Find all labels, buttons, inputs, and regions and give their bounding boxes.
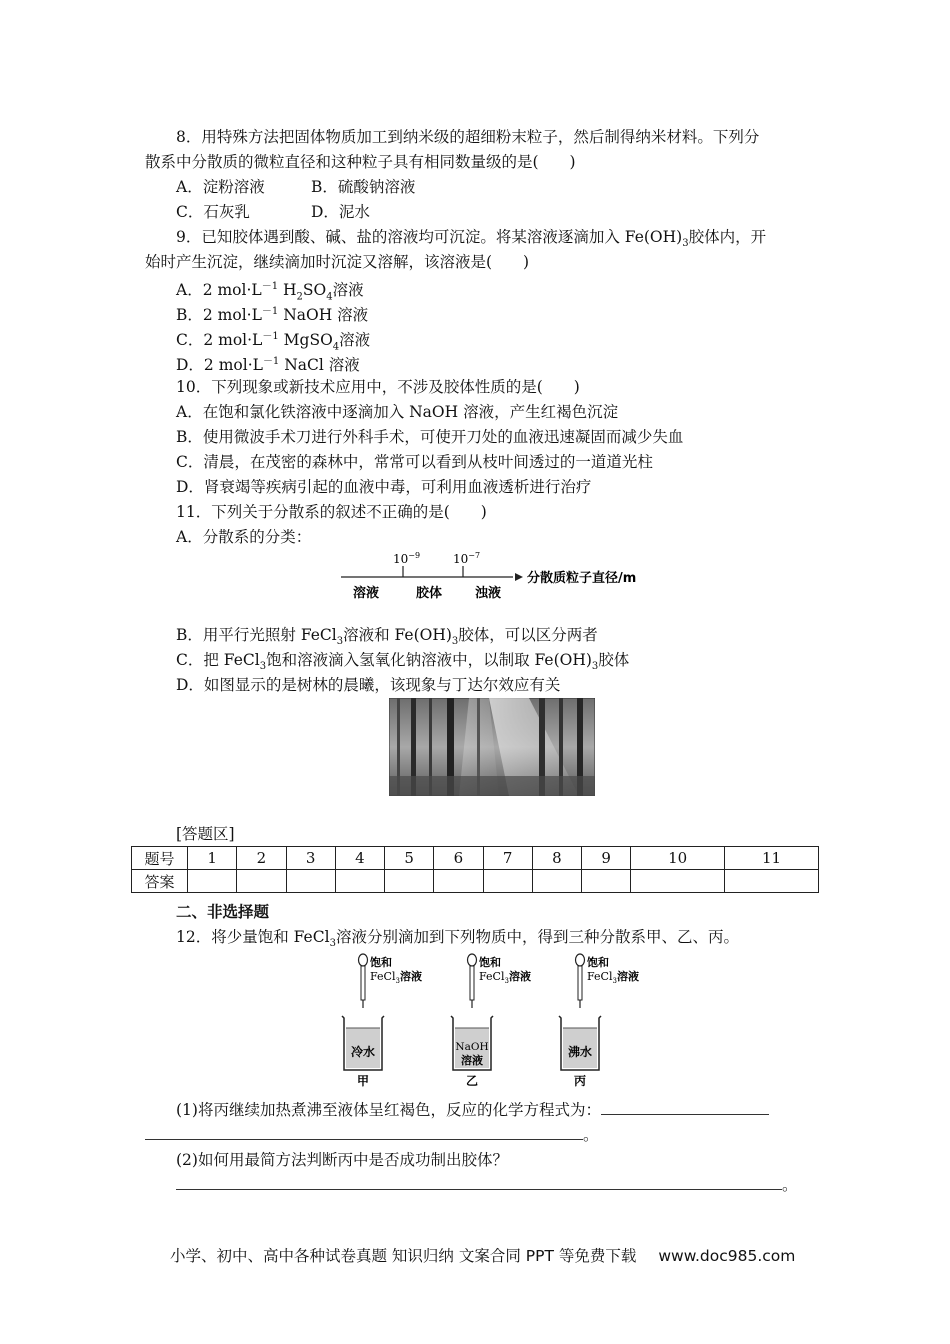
answer-cell[interactable]: [725, 870, 819, 893]
option-text: 胶体，可以区分两者: [458, 626, 598, 644]
answer-blank[interactable]: [176, 1175, 782, 1190]
q10-option-d: D．肾衰竭等疾病引起的血液中毒，可利用血液透析进行治疗: [176, 478, 592, 496]
option-text: B．2 mol·L: [176, 306, 262, 325]
subscript: 2: [296, 291, 303, 303]
subscript: 3: [591, 661, 599, 673]
zone-label-colloid: 胶体: [416, 586, 443, 601]
answer-cell[interactable]: [335, 870, 384, 893]
zone-label-solution: 溶液: [353, 586, 380, 601]
dispersion-classification-diagram: [335, 546, 655, 604]
option-text: B．用平行光照射 FeCl: [176, 626, 337, 644]
question-number: 5: [385, 847, 434, 870]
answer-cell[interactable]: [483, 870, 532, 893]
option-text: NaCl 溶液: [279, 356, 360, 375]
footer-text: 小学、初中、高中各种试卷真题 知识归纳 文案合同 PPT 等免费下载: [170, 1247, 637, 1265]
q11-stem: 11．下列关于分散系的叙述不正确的是( ): [176, 503, 487, 521]
page-footer: [170, 1244, 795, 1266]
beaker-name-label: 乙: [465, 1074, 479, 1088]
subscript: 3: [682, 238, 689, 250]
q11-option-d: D．如图显示的是树林的晨曦，该现象与丁达尔效应有关: [176, 676, 561, 694]
axis-arrow: [515, 573, 523, 581]
superscript: －1: [261, 306, 279, 317]
option-text: A．2 mol·L: [176, 281, 262, 300]
answer-cell[interactable]: [385, 870, 434, 893]
answer-area-label: [答题区]: [176, 825, 235, 843]
dropper-label: FeCl$_3$溶液: [479, 970, 531, 985]
question-number: 10: [631, 847, 725, 870]
axis-label: 分散质粒子直径/m: [527, 571, 637, 586]
superscript: －1: [261, 281, 279, 292]
beaker-3: [559, 1016, 601, 1088]
option-text: MgSO: [278, 331, 333, 350]
dropper-label: FeCl$_3$溶液: [587, 970, 639, 985]
q12-part2-answer-line: [176, 1174, 798, 1196]
q11-option-a: A．分散系的分类：: [176, 528, 312, 546]
dropper-label: 饱和: [370, 956, 392, 969]
answer-cell[interactable]: [434, 870, 483, 893]
beaker-content-label: 沸水: [567, 1045, 593, 1059]
section-title: 二、非选择题: [176, 902, 270, 921]
dropper-3: [576, 954, 639, 1008]
beaker-name-label: 甲: [356, 1074, 370, 1088]
q9-stem-line2: 始时产生沉淀，继续滴加时沉淀又溶解，该溶液是( ): [145, 253, 530, 271]
question-number: 9: [582, 847, 631, 870]
superscript: －1: [262, 331, 279, 342]
table-row: [132, 847, 819, 870]
q8-option-c: C．石灰乳: [176, 203, 250, 221]
question-number: 1: [188, 847, 237, 870]
q12-part1: [176, 1099, 769, 1121]
period: 。: [583, 1126, 599, 1144]
question-number: 3: [286, 847, 335, 870]
option-text: 溶液: [339, 331, 371, 350]
q12-part1-text: (1)将丙继续加热煮沸至液体呈红褐色，反应的化学方程式为：: [176, 1101, 601, 1119]
q10-option-b: B．使用微波手术刀进行外科手术，可使开刀处的血液迅速凝固而减少失血: [176, 428, 684, 446]
beaker-content-label: 溶液: [461, 1054, 483, 1067]
q8-option-b: B．硫酸钠溶液: [311, 178, 416, 196]
dropper-label: FeCl$_3$溶液: [370, 970, 422, 985]
zone-label-suspension: 浊液: [475, 586, 502, 601]
option-text: SO: [302, 281, 327, 300]
q12-stem: [176, 926, 739, 955]
answer-blank[interactable]: [601, 1100, 769, 1115]
option-text: NaOH 溶液: [278, 306, 369, 325]
beakers-experiment-diagram: [330, 952, 660, 1088]
answer-cell[interactable]: [532, 870, 581, 893]
beaker-2: [451, 1016, 493, 1088]
row-header-number: 题号: [132, 847, 188, 870]
superscript: －1: [262, 356, 280, 367]
answer-cell[interactable]: [188, 870, 237, 893]
dropper-label: 饱和: [587, 956, 609, 969]
answer-cell[interactable]: [237, 870, 286, 893]
option-text: C．2 mol·L: [176, 331, 263, 350]
option-text: D．2 mol·L: [176, 356, 263, 375]
beaker-name-label: 丙: [573, 1074, 587, 1088]
question-number: 2: [237, 847, 286, 870]
answer-cell[interactable]: [286, 870, 335, 893]
q8-stem-line2: 散系中分散质的微粒直径和这种粒子具有相同数量级的是( ): [145, 153, 576, 171]
dropper-label: 饱和: [479, 956, 501, 969]
option-text: H: [278, 281, 297, 300]
answer-cell[interactable]: [582, 870, 631, 893]
answer-table: [131, 846, 819, 893]
q9-option-d: [176, 351, 360, 376]
row-header-answer: 答案: [132, 870, 188, 893]
q12-stem-text: 溶液分别滴加到下列物质中，得到三种分散系甲、乙、丙。: [335, 928, 739, 946]
tick-label-1: $10^{-9}$: [393, 551, 421, 566]
subscript: 4: [326, 291, 333, 303]
q8-option-d: D．泥水: [311, 203, 370, 221]
period: 。: [782, 1176, 798, 1194]
forest-morning-light-image: [389, 698, 595, 796]
beaker-content-label: NaOH: [455, 1041, 489, 1053]
answer-cell[interactable]: [631, 870, 725, 893]
subscript: 3: [336, 636, 344, 648]
subscript: 3: [451, 636, 459, 648]
table-row: [132, 870, 819, 893]
question-number: 6: [434, 847, 483, 870]
beaker-content-label: 冷水: [350, 1045, 376, 1059]
answer-blank[interactable]: [145, 1125, 583, 1140]
question-number: 11: [725, 847, 819, 870]
footer-url[interactable]: www.doc985.com: [658, 1247, 796, 1265]
tick-label-2: $10^{-7}$: [453, 551, 481, 566]
q10-stem: 10．下列现象或新技术应用中，不涉及胶体性质的是( ): [176, 378, 580, 396]
dropper-1: [359, 954, 422, 1008]
q8-stem-line1: 8．用特殊方法把固体物质加工到纳米级的超细粉末粒子，然后制得纳米材料。下列分: [176, 128, 760, 146]
question-number: 4: [335, 847, 384, 870]
q9-stem-text: 9．已知胶体遇到酸、碱、盐的溶液均可沉淀。将某溶液逐滴加入 Fe(OH): [176, 228, 683, 246]
q12-part2: (2)如何用最简方法判断丙中是否成功制出胶体？: [176, 1151, 508, 1169]
subscript: 3: [259, 661, 267, 673]
q12-stem-text: 12．将少量饱和 FeCl: [176, 928, 330, 946]
dropper-2: [468, 954, 531, 1008]
option-text: 溶液和 Fe(OH): [343, 626, 452, 644]
option-text: 溶液: [332, 281, 364, 300]
q10-option-a: A．在饱和氯化铁溶液中逐滴加入 NaOH 溶液，产生红褐色沉淀: [176, 403, 619, 421]
option-text: 胶体: [598, 651, 630, 669]
option-text: 饱和溶液滴入氢氧化钠溶液中，以制取 Fe(OH): [266, 651, 592, 669]
subscript: 3: [329, 938, 336, 950]
q10-option-c: C．清晨，在茂密的森林中，常常可以看到从枝叶间透过的一道道光柱: [176, 453, 653, 471]
q9-option-b: [176, 301, 368, 326]
beaker-1: [342, 1016, 384, 1088]
q8-option-a: A．淀粉溶液: [176, 178, 265, 196]
question-number: 8: [532, 847, 581, 870]
option-text: C．把 FeCl: [176, 651, 260, 669]
q9-stem-text: 胶体内，开: [688, 228, 767, 246]
question-number: 7: [483, 847, 532, 870]
q12-part1-line2: [145, 1124, 599, 1146]
subscript: 4: [332, 341, 340, 353]
